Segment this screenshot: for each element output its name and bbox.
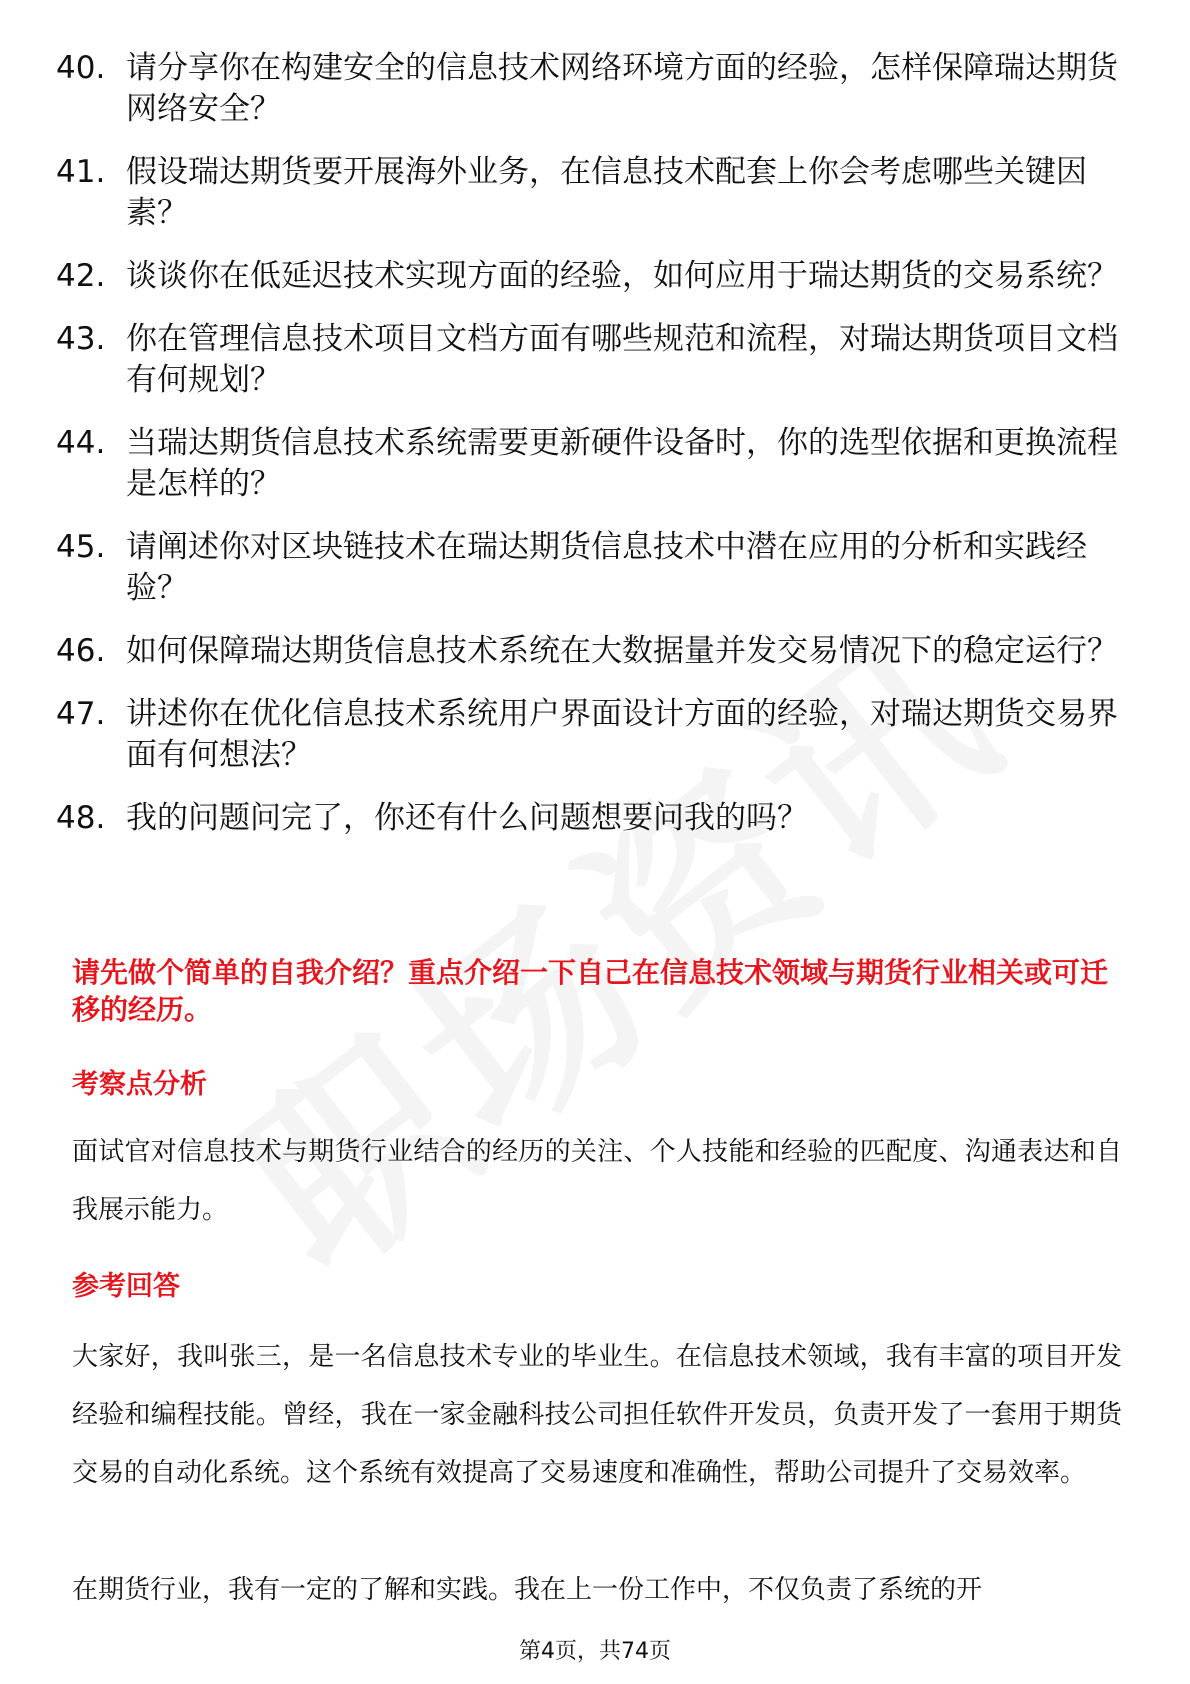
question-list <box>56 48 1136 861</box>
question-item <box>56 694 1136 776</box>
question-number: 42. <box>56 258 106 294</box>
question-item <box>56 798 1136 839</box>
question-text: 请分享你在构建安全的信息技术网络环境方面的经验，怎样保障瑞达期货网络安全？ <box>126 50 1118 127</box>
question-item <box>56 423 1136 505</box>
question-number: 41. <box>56 154 106 190</box>
question-item <box>56 527 1136 609</box>
analysis-heading: 考察点分析 <box>72 1069 207 1100</box>
question-number: 44. <box>56 425 106 461</box>
question-text: 假设瑞达期货要开展海外业务，在信息技术配套上你会考虑哪些关键因素？ <box>126 154 1087 231</box>
question-number: 40. <box>56 50 106 86</box>
answer-paragraph-2: 在期货行业，我有一定的了解和实践。我在上一份工作中，不仅负责了系统的开 <box>72 1575 983 1605</box>
question-number: 43. <box>56 321 106 357</box>
question-text: 如何保障瑞达期货信息技术系统在大数据量并发交易情况下的稳定运行？ <box>126 633 1118 669</box>
page-footer: 第4页，共74页 <box>519 1639 671 1664</box>
question-item <box>56 152 1136 234</box>
question-number: 46. <box>56 633 106 669</box>
question-number: 45. <box>56 529 106 565</box>
question-text: 当瑞达期货信息技术系统需要更新硬件设备时，你的选型依据和更换流程是怎样的？ <box>126 425 1118 502</box>
analysis-paragraph: 面试官对信息技术与期货行业结合的经历的关注、个人技能和经验的匹配度、沟通表达和自我展示能力。 <box>72 1137 1122 1225</box>
question-number: 48. <box>56 800 106 836</box>
answer-heading: 参考回答 <box>72 1271 180 1302</box>
question-text: 你在管理信息技术项目文档方面有哪些规范和流程，对瑞达期货项目文档有何规划？ <box>126 321 1118 398</box>
answer-paragraph-1: 大家好，我叫张三，是一名信息技术专业的毕业生。在信息技术领域，我有丰富的项目开发经验和编程技能。曾经，我在一家金融科技公司担任软件开发员，负责开发了一套用于期货交易的自动化系统。这个系统有效提高了交易速度和准确性，帮助公司提升了交易效率。 <box>72 1342 1122 1488</box>
question-item <box>56 256 1136 297</box>
question-text: 讲述你在优化信息技术系统用户界面设计方面的经验，对瑞达期货交易界面有何想法？ <box>126 696 1118 773</box>
question-text: 谈谈你在低延迟技术实现方面的经验，如何应用于瑞达期货的交易系统？ <box>126 258 1118 294</box>
question-item <box>56 48 1136 130</box>
question-number: 47. <box>56 696 106 732</box>
question-item <box>56 631 1136 672</box>
section-question: 请先做个简单的自我介绍？重点介绍一下自己在信息技术领域与期货行业相关或可迁移的经历。 <box>72 956 1109 1026</box>
question-text: 我的问题问完了，你还有什么问题想要问我的吗？ <box>126 800 808 836</box>
question-item <box>56 319 1136 401</box>
question-text: 请阐述你对区块链技术在瑞达期货信息技术中潜在应用的分析和实践经验？ <box>126 529 1087 606</box>
